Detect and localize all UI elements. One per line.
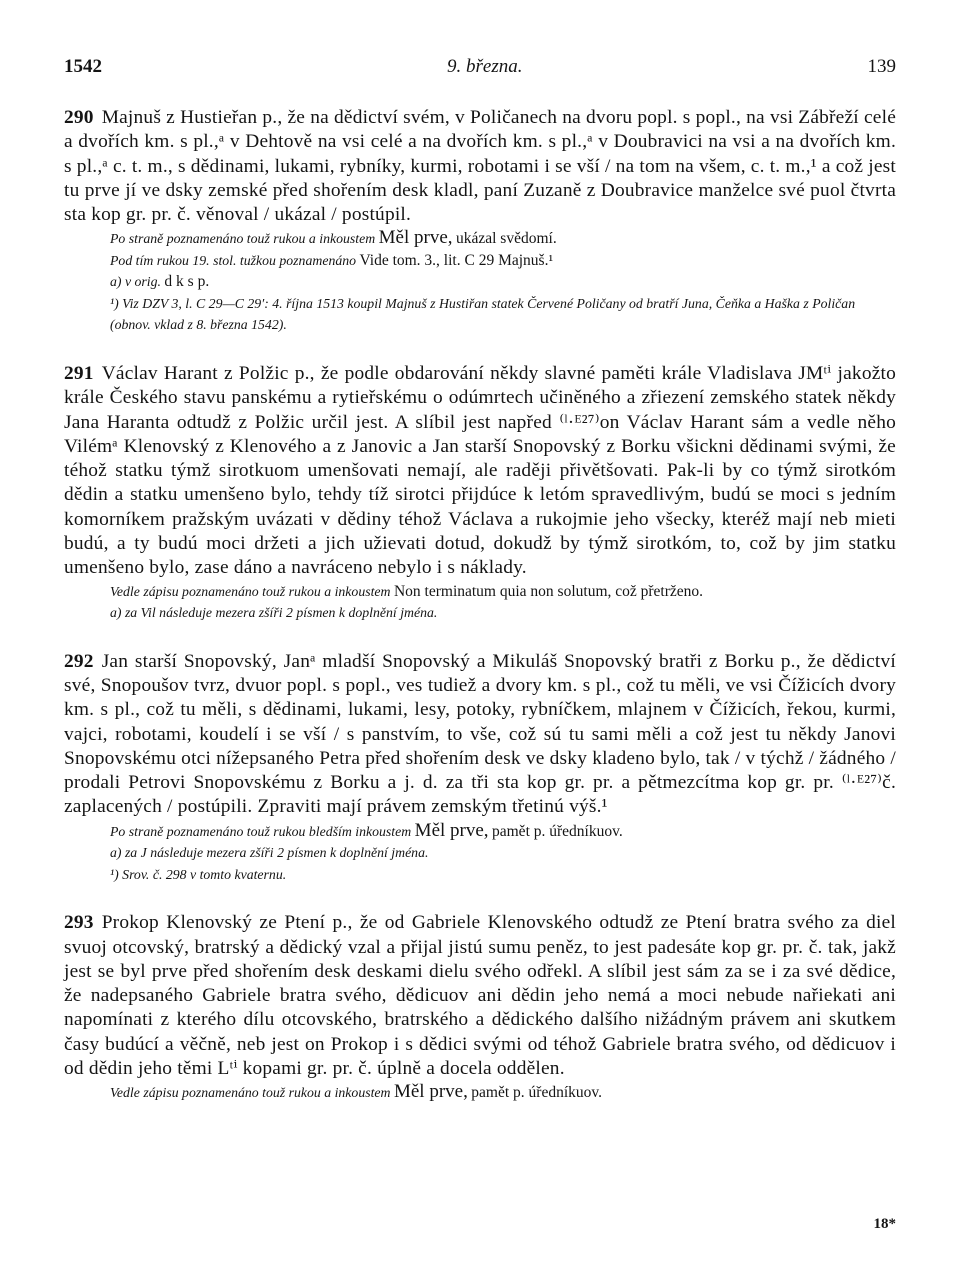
entry-note: [110, 842, 896, 864]
note-upright: d k s p.: [164, 273, 210, 291]
entry-number: 291: [64, 362, 94, 384]
entry-body: Václav Harant z Polžic p., že podle obdarování někdy slavné paměti krále Vladislava JMᵗⁱ jakožto krále Českého stavu panskému a rytieřskému o odúmrtech učiněného a zřiezení zemského statek někdy Jana Haranta odtudž z Polžic určil jest. A slíbil jest napřed ⁽ˡ·ᴱ²⁷⁾on Václav Harant sám a vedle něho Vilémᵃ Klenovský z Klenového a z Janovic a Jan starší Snopovský z Borku všickni dědinami svými, že téhož statku týmž sirotkuom umenšovati nemají, ale raději přivětšovati. Pak-li by co týmž sirotkóm dědin a statku umenšeno bylo, tehdy tíž sirotci přijdúce k letóm spravedlivým, budú se moci s jedním komorníkem pražským uvázati v dědiny téhož Václava a rukojmie jeho všecky, kteréž mají neb mieti budú, a ty budú moci držeti a jich užievati dotud, dokudž by týmž sirotkóm, to, což by jim statku umenšeno bylo, zase dáno a navráceno nebylo i s náklady.: [64, 362, 896, 579]
entry-body: Jan starší Snopovský, Janᵃ mladší Snopovský a Mikuláš Snopovský bratři z Borku p., že dědictví své, Snopoušov tvrz, dvuor popl. s popl., ves tudiež a dvory km. s pl., což tu měli, ve vsi Čížicích dvory km. s pl., což tu měli, s dědinami, lukami, lesy, potoky, rybníčkem, mlajnem v Čížicích, řekou, kurmi, vajci, robotami, koudelí i se vší / s panstvím, to vše, což sú tu sami měli a což jest tu někdy Janovi Snopovskému otci nížepsaného Petra před shořením desk ve dsky kladeno bylo, tak / v týchž / žádného / prodali Petrovi Snopovskému z Borku a j. d. za tři sta kop gr. pr. a pětmezcítma kop gr. pr. ⁽ˡ·ᴱ²⁷⁾č. zaplacených / postúpili. Zpraviti mají právem zemským třetinú výš.¹: [64, 650, 896, 818]
entry-note: [110, 864, 896, 886]
note-upright-emphasis: Měl prve,: [378, 227, 453, 249]
entry-block: [64, 362, 896, 624]
note-upright: pamět p. úředníkuov.: [492, 822, 623, 840]
note-upright: Vide tom. 3., lit. C 29 Majnuš.¹: [359, 251, 554, 269]
note-italic: a) za J následuje mezera zšíři 2 písmen k doplnění jména.: [110, 845, 429, 861]
header-year: 1542: [64, 56, 102, 77]
entry-note: [110, 250, 896, 272]
note-italic: ¹) Viz DZV 3, l. C 29—C 29′: 4. října 1513 koupil Majnuš z Hustiřan statek Červené Poličany od bratří Juna, Čeňka a Haška z Poličan (obnov. vklad z 8. března 1542).: [110, 295, 856, 333]
note-italic: a) v orig.: [110, 274, 161, 290]
entry-block: [64, 650, 896, 886]
entry-note: [110, 293, 896, 336]
entry-note: [110, 820, 896, 843]
entries-list: [64, 106, 896, 1104]
entry-note: [110, 581, 896, 603]
note-upright: Non terminatum quia non solutum, což přetrženo.: [393, 582, 704, 600]
entry-note: [110, 227, 896, 250]
note-upright: ukázal svědomí.: [455, 230, 557, 248]
header-date: 9. března.: [447, 56, 523, 77]
note-italic: Pod tím rukou 19. stol. tužkou poznamenáno: [110, 252, 357, 268]
entry-text: [64, 911, 896, 1081]
entry-note: [110, 271, 896, 293]
entry-block: [64, 911, 896, 1104]
entry-number: 290: [64, 107, 94, 128]
note-italic: Vedle zápisu poznamenáno touž rukou a inkoustem: [110, 1085, 391, 1101]
entry-text: [64, 650, 896, 820]
note-upright: pamět p. úředníkuov.: [471, 1084, 603, 1102]
entry-note: [110, 602, 896, 624]
entry-number: 293: [64, 912, 94, 934]
entry-body: Prokop Klenovský ze Ptení p., že od Gabriele Klenovského odtudž ze Ptení bratra svého za diel svuoj otcovský, bratrský a dědický vzal a přijal jistú sumu peněz, to jest padesáte kop gr. pr. č. tak, jakž jest se byl prve před shořením desk deskami dielu svého odřekl. A slíbil jest sám za se i za své dědice, že nadepsaného Gabriele bratra svého, dědicuov ani dědin jeho nemá a moci nebude nařiekati ani napomínati z kterého dílu otcovského, bratrského a dědického dalšího nižádným právem ani skutkem časy budúcí a věčně, neb jest on Prokop i s dědici svými od téhož Gabriele bratra svého, od dědicuov i od dědin jeho těmi Lᵗⁱ kopami gr. pr. č. úplně a docela oddělen.: [64, 912, 896, 1080]
entry-number: 292: [64, 650, 94, 672]
note-upright-emphasis: Měl prve,: [393, 1081, 468, 1103]
note-italic: Po straně poznamenáno touž rukou a inkoustem: [110, 231, 376, 247]
note-italic: Vedle zápisu poznamenáno touž rukou a inkoustem: [110, 583, 391, 599]
document-page: [64, 56, 896, 1130]
entry-text: [64, 362, 896, 581]
note-italic: ¹) Srov. č. 298 v tomto kvaternu.: [110, 866, 287, 882]
entry-body: Majnuš z Hustieřan p., že na dědictví svém, v Poličanech na dvoru popl. s popl., na vsi Zábřeží celé a dvořích km. s pl.,ᵃ v Dehtově na vsi celé a na dvořích km. s pl.,ᵃ v Doubravici na vsi a na dvořích km. s pl.,ᵃ c. t. m., s dědinami, lukami, rybníky, kurmi, robotami i se vší / na tom na všem, c. t. m.,¹ a což jest tu prve jí ve dsky zemské před shořením desk kladl, paní Zuzaně z Doubravice manželce své puol čtvrta sta kop gr. pr. č. věnoval / ukázal / postúpil.: [64, 107, 896, 226]
header-page-number: 139: [867, 56, 896, 77]
entry-block: [64, 106, 896, 336]
note-italic: a) za Vil následuje mezera zšíři 2 písmen k doplnění jména.: [110, 605, 438, 621]
signature-mark: 18*: [873, 1216, 896, 1232]
note-upright-emphasis: Měl prve,: [414, 819, 489, 841]
page-header: [64, 56, 896, 78]
entry-text: [64, 106, 896, 227]
entry-note: [110, 1081, 896, 1104]
note-italic: Po straně poznamenáno touž rukou bledším inkoustem: [110, 823, 412, 839]
